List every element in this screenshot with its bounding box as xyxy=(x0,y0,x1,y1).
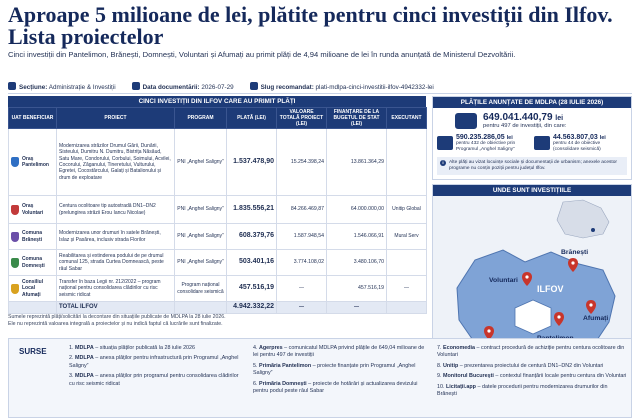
coat-of-arms-icon xyxy=(11,232,19,242)
seismic-value: 44.563.807,03 xyxy=(553,134,598,141)
section-icon xyxy=(8,82,16,90)
program-cell: PNI „Anghel Saligny” xyxy=(175,224,227,250)
total-label: TOTAL ILFOV xyxy=(57,302,175,314)
table-header-row xyxy=(9,108,427,129)
uat-name: Consiliul Local Afumați xyxy=(22,278,44,298)
source-num: 2. xyxy=(69,355,75,362)
place-label: Afumați xyxy=(583,315,609,323)
payments-total xyxy=(433,108,631,131)
source-item[interactable] xyxy=(437,384,627,399)
col-header: FINANȚARE DE LA BUGETUL DE STAT (LEI) xyxy=(327,108,387,129)
source-num: 7. xyxy=(437,345,443,351)
program-cell: PNI „Anghel Saligny” xyxy=(175,196,227,224)
payment-cell: 608.379,76 xyxy=(227,224,277,250)
table-row xyxy=(9,196,427,224)
table-row xyxy=(9,250,427,276)
executant-cell: Mural Serv xyxy=(387,224,427,250)
anghel-sub: pentru 432 de obiective prin Programul „Anghel Saligny” xyxy=(456,141,516,152)
payments-total-unit: lei xyxy=(555,115,564,122)
source-item[interactable] xyxy=(69,345,239,352)
program-cell: PNI „Anghel Saligny” xyxy=(175,250,227,276)
executant-cell xyxy=(387,129,427,196)
section-label: Secțiune: xyxy=(19,83,48,91)
note-line: Sumele reprezintă plăți/solicitări la decontare din situațiile publicate de MDLPA la 28 iulie 2026. xyxy=(8,314,226,320)
meta-date xyxy=(132,82,234,91)
total-cell: 3.774.108,02 xyxy=(277,250,327,276)
total-cell: 1.587.948,54 xyxy=(277,224,327,250)
payments-total-number: 649.041.440,79 xyxy=(483,112,553,123)
source-item[interactable] xyxy=(253,345,425,360)
executant-cell: Unitip Global xyxy=(387,196,427,224)
seismic-sub: pentru 44 de obiective (consolidare seismică) xyxy=(553,141,601,152)
slug-label: Slug recomandat: xyxy=(260,83,314,91)
source-name: MDLPA xyxy=(75,373,94,380)
source-text: – contract procedură de achiziție pentru centura ocolitoare din Voluntari xyxy=(437,345,625,359)
place-label: Brănești xyxy=(561,249,589,257)
source-num: 1. xyxy=(69,345,75,351)
anghel-unit: lei xyxy=(506,135,513,141)
section-value: Administrație & Investiții xyxy=(48,83,116,91)
payment-cell: 1.537.478,90 xyxy=(227,129,277,196)
source-text: – anexa plăților pentru infrastructură prin Programul „Anghel Saligny” xyxy=(69,355,239,369)
investments-panel xyxy=(8,96,426,314)
source-item[interactable] xyxy=(69,373,239,388)
source-name: Monitorul Bucureşti xyxy=(443,373,494,380)
investments-table xyxy=(8,107,427,314)
lead-paragraph: Cinci investiții din Pantelimon, Brănești, Domnești, Voluntari și Afumați au primit plăți de 4,94 milioane de lei în runda anunțată de Ministerul Dezvoltării. xyxy=(8,50,516,59)
source-text: – situația plăților publicată la 28 iulie 2026 xyxy=(93,345,196,351)
map-title: UNDE SUNT INVESTIȚIILE xyxy=(433,185,631,196)
table-total-row xyxy=(9,302,427,314)
coins-icon xyxy=(455,113,477,129)
source-text: – proiecte de hotărâri și actualizarea devizului pentru podul peste râul Sabar xyxy=(253,380,418,395)
project-cell: Transfer în baza Legii nr. 212/2022 – program național pentru consolidarea clădirilor cu risc seismic ridicat xyxy=(57,276,175,302)
total-cell: 15.254.398,24 xyxy=(277,129,327,196)
slug-value[interactable]: plati-mdlpa-cinci-investitii-ilfov-4942332-lei xyxy=(315,83,434,91)
source-name: Licitații.app xyxy=(446,383,476,390)
uat-name: Comuna Brănești xyxy=(22,230,43,243)
payments-total-value xyxy=(483,112,566,123)
total-dash: — xyxy=(327,302,387,314)
seismic-unit: lei xyxy=(599,135,606,141)
table-title: CINCI INVESTIȚII DIN ILFOV CARE AU PRIMIT PLĂȚI xyxy=(8,96,426,107)
source-text: – anexa plăților prin programul pentru consolidarea clădirilor cu risc seismic ridicat xyxy=(69,373,239,387)
program-cell: Program național consolidare seismică xyxy=(175,276,227,302)
source-num: 10. xyxy=(437,383,446,390)
source-num: 5. xyxy=(253,362,259,369)
info-note: i Alte plăți au vizat locuințe sociale și documentații de urbanism; anexele acestor programe nu conțin poziții pentru județul Ilfov. xyxy=(437,157,627,175)
source-text: – contextul finanțării locale pentru centura din Voluntari xyxy=(493,373,627,380)
state-cell: 3.480.106,70 xyxy=(327,250,387,276)
seismic-stat xyxy=(534,134,627,152)
source-name: MDLPA xyxy=(75,355,94,362)
sources-col-1 xyxy=(69,345,239,391)
source-text: – datele procedurii pentru modernizarea drumurilor din Brănești xyxy=(437,383,608,398)
coat-of-arms-icon xyxy=(11,157,19,167)
total-cell: 84.266.469,87 xyxy=(277,196,327,224)
payments-split xyxy=(433,131,631,155)
date-label: Data documentării: xyxy=(142,83,200,91)
article-header xyxy=(8,4,632,48)
source-item[interactable] xyxy=(253,381,425,396)
project-cell: Reabilitarea și extinderea podului de pe drumul comunal 125, strada Curtea Domnească, peste râul Sabar xyxy=(57,250,175,276)
meta-slug xyxy=(250,82,434,91)
state-cell: 457.516,19 xyxy=(327,276,387,302)
source-name: Unitip xyxy=(443,362,459,369)
page-title: Aproape 5 milioane de lei, plătite pentru cinci investiții din Ilfov. Lista proiectelor xyxy=(8,2,613,49)
anghel-saligny-stat xyxy=(437,134,530,152)
divider xyxy=(8,93,632,94)
uat-name: Oraș Voluntari xyxy=(22,203,44,216)
calendar-icon xyxy=(132,82,140,90)
coat-of-arms-icon xyxy=(11,205,19,215)
source-text: – prezentarea proiectului de centură DN1–DN2 din Voluntari xyxy=(458,362,604,369)
payment-cell: 1.835.556,21 xyxy=(227,196,277,224)
sources-col-3 xyxy=(437,345,627,401)
payment-cell: 503.401,16 xyxy=(227,250,277,276)
payments-box xyxy=(432,96,632,180)
col-header: PLATĂ (LEI) xyxy=(227,108,277,129)
project-cell: Modernizarea străzilor Drumul Gării, Dunării, Sisteului, Dumitru N. Dumitru, Bistrița Năsăud, Satu Mare, Condorului, Corbului, Soimului, Acvilei, Cocorului, Zăganului, Tineretului, Vulturului, Egretei, Cocostârcului, Galați și Batalionului și drum de exploatare xyxy=(57,129,175,196)
source-text: – proiecte finanțate prin Programul „Anghel Saligny” xyxy=(253,362,416,377)
total-value: 4.942.332,22 xyxy=(227,302,277,314)
project-cell: Modernizarea unor drumuri în satele Brănești, Islaz și Pasărea, inclusiv strada Florilor xyxy=(57,224,175,250)
executant-cell: — xyxy=(387,276,427,302)
state-cell: 64.000.000,00 xyxy=(327,196,387,224)
coat-of-arms-icon xyxy=(11,258,19,268)
source-item[interactable] xyxy=(69,355,239,370)
meta-bar xyxy=(8,80,632,92)
source-name: Agerpres xyxy=(259,345,283,351)
col-header: UAT BENEFICIAR xyxy=(9,108,57,129)
date-value: 2026-07-29 xyxy=(201,83,234,91)
sources-col-2 xyxy=(253,345,425,398)
table-row xyxy=(9,224,427,250)
source-name: MDLPA xyxy=(75,345,94,351)
source-num: 9. xyxy=(437,373,443,380)
source-name: Economedia xyxy=(443,345,476,351)
source-item[interactable] xyxy=(253,363,425,378)
source-item[interactable] xyxy=(437,373,627,380)
table-row xyxy=(9,276,427,302)
source-name: Primăria Domnești xyxy=(259,380,307,387)
sources-label: SURSE xyxy=(19,347,47,356)
source-item[interactable] xyxy=(437,363,627,370)
source-num: 4. xyxy=(253,345,259,351)
table-row xyxy=(9,129,427,196)
uat-name: Oraș Pantelimon xyxy=(22,155,49,168)
col-header: PROIECT xyxy=(57,108,175,129)
source-num: 3. xyxy=(69,373,75,380)
total-dash: — xyxy=(277,302,327,314)
coat-of-arms-icon xyxy=(11,284,19,294)
road-icon xyxy=(437,136,453,150)
sources-box xyxy=(8,338,632,418)
state-cell: 13.861.364,29 xyxy=(327,129,387,196)
table-notes xyxy=(8,314,428,328)
place-label: Voluntari xyxy=(489,277,518,285)
source-text: – comunicatul MDLPA privind plățile de 649,04 milioane de lei pentru 497 de investiții xyxy=(253,345,425,359)
payments-total-sub: pentru 497 de investiții, din care: xyxy=(483,123,567,129)
source-item[interactable] xyxy=(437,345,627,360)
source-name: Primăria Pantelimon xyxy=(259,362,312,369)
project-cell: Centura ocolitoare tip autostradă DN1–DN2 (prelungirea străzii Erou Iancu Nicolae) xyxy=(57,196,175,224)
payments-title: PLĂȚILE ANUNȚATE DE MDLPA (28 IULIE 2026) xyxy=(433,97,631,108)
uat-name: Comuna Domnești xyxy=(22,256,45,269)
link-icon xyxy=(250,82,258,90)
program-cell: PNI „Anghel Saligny” xyxy=(175,129,227,196)
payment-cell: 457.516,19 xyxy=(227,276,277,302)
meta-section xyxy=(8,82,116,91)
source-num: 8. xyxy=(437,362,443,369)
anghel-value: 590.235.286,05 xyxy=(456,134,505,141)
note-line: Ele nu reprezintă valoarea integrală a proiectelor și nu indică faptul că lucrările sunt finalizate. xyxy=(8,321,223,327)
col-header: VALOARE TOTALĂ PROIECT (LEI) xyxy=(277,108,327,129)
col-header: EXECUTANT xyxy=(387,108,427,129)
state-cell: 1.546.066,91 xyxy=(327,224,387,250)
building-icon xyxy=(534,136,550,150)
county-label: ILFOV xyxy=(537,284,564,295)
total-cell: — xyxy=(277,276,327,302)
col-header: PROGRAM xyxy=(175,108,227,129)
source-num: 6. xyxy=(253,380,259,387)
executant-cell xyxy=(387,250,427,276)
